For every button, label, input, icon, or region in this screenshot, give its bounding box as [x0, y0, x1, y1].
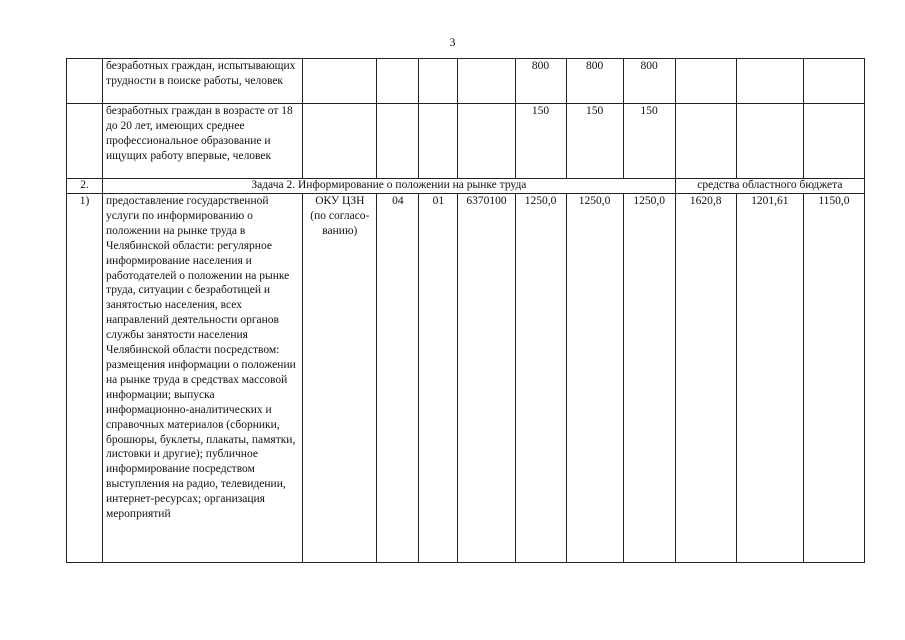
- value-year2-cell: 1250,0: [566, 194, 623, 563]
- section-code-cell: [419, 59, 458, 104]
- task-number-cell: 2.: [67, 179, 103, 194]
- program-table: [66, 58, 865, 563]
- table-row: [67, 59, 865, 104]
- value-year3-cell: 150: [623, 104, 675, 179]
- table-row: [67, 104, 865, 179]
- row-number-cell: 1): [67, 194, 103, 563]
- funding-year3-cell: [803, 104, 864, 179]
- row-number-cell: [67, 104, 103, 179]
- executor-cell: ОКУ ЦЗН (по согласо-ванию): [303, 194, 377, 563]
- task-row: [67, 179, 865, 194]
- page-number: 3: [449, 35, 456, 49]
- funding-year2-cell: [736, 59, 803, 104]
- value-year1-cell: 1250,0: [515, 194, 566, 563]
- activity-description-cell: предоставление государственной услуги по информированию о положении на рынке труда в Челябинской области: регулярное информирование населения и работодателей о положении на рынке труда, ситуации с безработицей и занятостью населения, всех направлений деятельности органов службы занятости населения Челябинской области посредством: размещения информации о положении на рынке труда в средствах массовой информации; выпуска информационно-аналитических и справочных материалов (сборники, брошюры, буклеты, плакаты, памятки, листовки и другие); публичное информирование посредством выступления на радио, телевидении, интернет-ресурсах; организация мероприятий: [103, 194, 303, 563]
- indicator-name-cell: безработных граждан в возрасте от 18 до 20 лет, имеющих среднее профессиональное образование и ищущих работу впервые, человек: [103, 104, 303, 179]
- value-year2-cell: 150: [566, 104, 623, 179]
- section-code-cell: [419, 104, 458, 179]
- table-row: [67, 194, 865, 563]
- value-year3-cell: 800: [623, 59, 675, 104]
- funding-year3-cell: 1150,0: [803, 194, 864, 563]
- grbs-code-cell: [377, 104, 419, 179]
- funding-year1-cell: 1620,8: [675, 194, 736, 563]
- funding-year3-cell: [803, 59, 864, 104]
- funding-year1-cell: [675, 59, 736, 104]
- section-code-cell: 01: [419, 194, 458, 563]
- target-article-cell: [458, 59, 515, 104]
- value-year1-cell: 150: [515, 104, 566, 179]
- grbs-code-cell: 04: [377, 194, 419, 563]
- value-year2-cell: 800: [566, 59, 623, 104]
- value-year3-cell: 1250,0: [623, 194, 675, 563]
- target-article-cell: [458, 104, 515, 179]
- task-title-cell: Задача 2. Информирование о положении на рынке труда: [103, 179, 676, 194]
- funding-year2-cell: [736, 104, 803, 179]
- target-article-cell: 6370100: [458, 194, 515, 563]
- value-year1-cell: 800: [515, 59, 566, 104]
- executor-cell: [303, 104, 377, 179]
- funding-year2-cell: 1201,61: [736, 194, 803, 563]
- grbs-code-cell: [377, 59, 419, 104]
- executor-cell: [303, 59, 377, 104]
- row-number-cell: [67, 59, 103, 104]
- funding-year1-cell: [675, 104, 736, 179]
- funding-source-cell: средства областного бюджета: [675, 179, 864, 194]
- indicator-name-cell: безработных граждан, испытывающих трудности в поиске работы, человек: [103, 59, 303, 104]
